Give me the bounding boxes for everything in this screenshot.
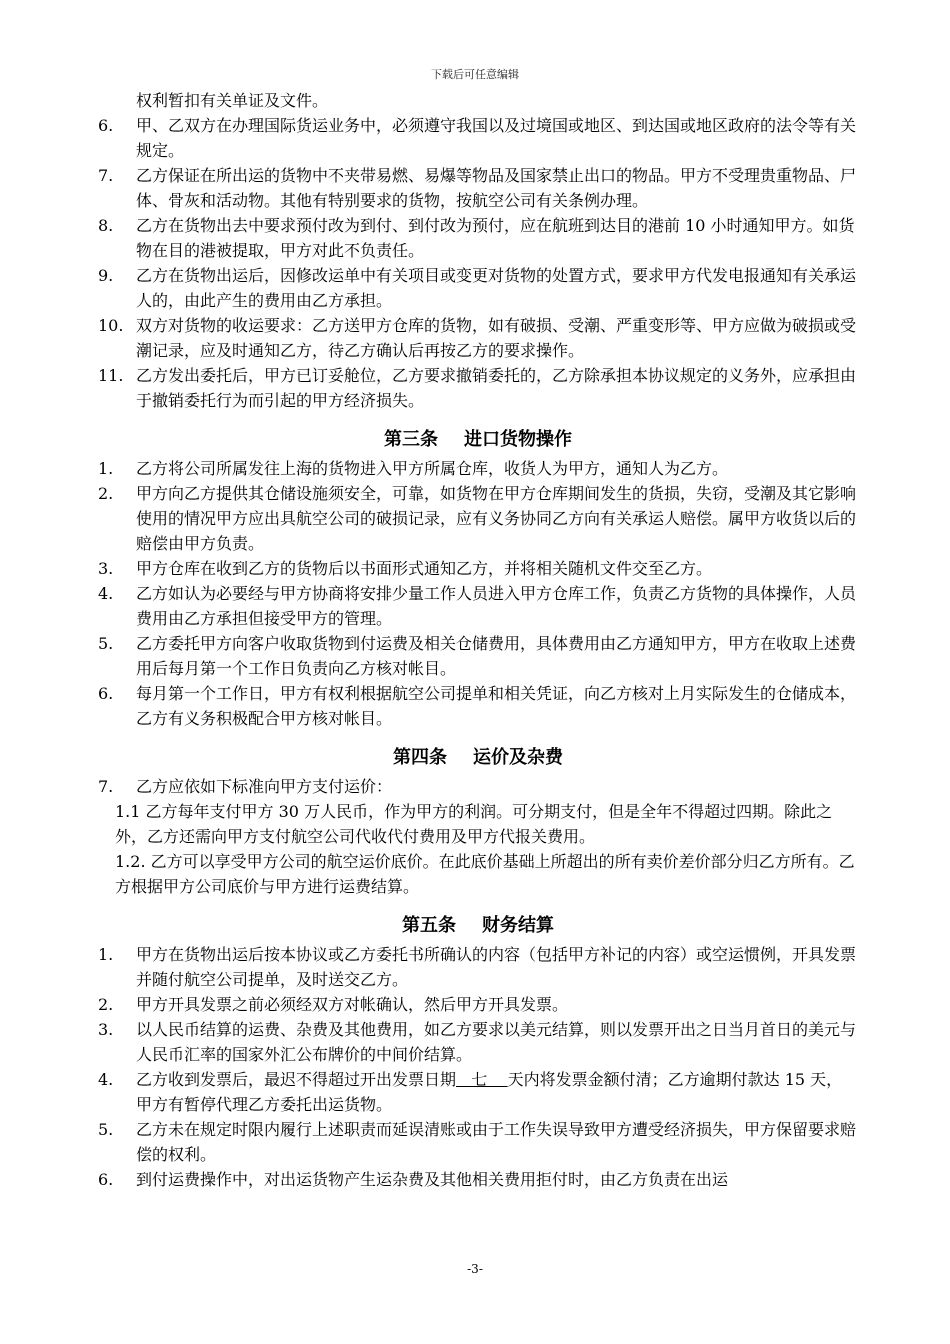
- sub-clause: 1.1 乙方每年支付甲方 30 万人民币，作为甲方的利润。可分期支付，但是全年不得超过四期。除此之外，乙方还需向甲方支付航空公司代收代付费用及甲方代报关费用。: [115, 802, 833, 846]
- list-item: [98, 213, 858, 263]
- section4-body: [98, 774, 858, 899]
- item-text: 乙方如认为必要经与甲方协商将安排少量工作人员进入甲方仓库工作，负责乙方货物的具体操作，人员费用由乙方承担但接受甲方的管理。: [136, 584, 857, 628]
- item-text: 甲、乙双方在办理国际货运业务中，必须遵守我国以及过境国或地区、到达国或地区政府的法令等有关规定。: [136, 116, 857, 160]
- page-number: -3-: [467, 1262, 483, 1276]
- list-item: [98, 1017, 858, 1067]
- item-text: 甲方开具发票之前必须经双方对帐确认，然后甲方开具发票。: [136, 995, 569, 1014]
- item-number: 6.: [98, 684, 114, 703]
- item-number: 1.: [98, 459, 114, 478]
- item-number: 7.: [98, 166, 114, 185]
- section5-list: [98, 942, 858, 1192]
- item-number: 4.: [98, 1070, 114, 1089]
- item-number: 7.: [98, 777, 114, 796]
- item-text: 以人民币结算的运费、杂费及其他费用，如乙方要求以美元结算，则以发票开出之日当月首日的美元与人民币汇率的国家外汇公布牌价的中间价结算。: [136, 1020, 857, 1064]
- item-number: 6.: [98, 116, 114, 135]
- item-number: 4.: [98, 584, 114, 603]
- sub-clause: 1.2. 乙方可以享受甲方公司的航空运价底价。在此底价基础上所超出的所有卖价差价部分归乙方所有。乙方根据甲方公司底价与甲方进行运费结算。: [115, 852, 855, 896]
- list-item: [98, 1117, 858, 1167]
- item-number: 6.: [98, 1170, 114, 1189]
- item-number: 3.: [98, 1020, 114, 1039]
- item-text: 乙方未在规定时限内履行上述职责而延误清账或由于工作失误导致甲方遭受经济损失，甲方保留要求赔偿的权利。: [136, 1120, 857, 1164]
- list-item: [98, 456, 858, 481]
- list-item: [98, 556, 858, 581]
- page-header: 下载后可任意编辑: [431, 68, 519, 81]
- item-text: 乙方将公司所属发往上海的货物进入甲方所属仓库，收货人为甲方，通知人为乙方。: [136, 459, 729, 478]
- list-item: [98, 992, 858, 1017]
- item-text: 甲方向乙方提供其仓储设施须安全，可靠，如货物在甲方仓库期间发生的货损，失窃，受潮及其它影响使用的情况甲方应出具航空公司的破损记录，应有义务协同乙方向有关承运人赔偿。属甲方收货以后的赔偿由甲方负责。: [136, 484, 857, 553]
- document-body: [98, 88, 858, 1192]
- list-item: [98, 774, 858, 799]
- item-number: 11.: [98, 366, 124, 385]
- item-text: 乙方发出委托后，甲方已订妥舱位，乙方要求撤销委托的，乙方除承担本协议规定的义务外，应承担由于撤销委托行为而引起的甲方经济损失。: [136, 366, 857, 410]
- list-item: [98, 631, 858, 681]
- list-item: [98, 113, 858, 163]
- item-text: 乙方收到发票后，最迟不得超过开出发票日期: [136, 1070, 457, 1089]
- list-item: [98, 581, 858, 631]
- item-text: 甲方在货物出运后按本协议或乙方委托书所确认的内容（包括甲方补记的内容）或空运惯例，开具发票并随付航空公司提单，及时送交乙方。: [136, 945, 857, 989]
- days-blank: 七: [456, 1070, 508, 1089]
- list-item: [98, 942, 858, 992]
- list-item: [98, 363, 858, 413]
- section-heading: 第五条 财务结算: [402, 915, 554, 936]
- list-item: [98, 1167, 858, 1192]
- item-number: 5.: [98, 634, 114, 653]
- item-number: 1.: [98, 945, 114, 964]
- list-item: [98, 481, 858, 556]
- item-number: 8.: [98, 216, 114, 235]
- item-number: 5.: [98, 1120, 114, 1139]
- item-text: 到付运费操作中，对出运货物产生运杂费及其他相关费用拒付时，由乙方负责在出运: [136, 1170, 729, 1189]
- item-number: 9.: [98, 266, 114, 285]
- section-heading: 第三条 进口货物操作: [384, 429, 572, 450]
- item-number: 3.: [98, 559, 114, 578]
- item-text: 乙方保证在所出运的货物中不夹带易燃、易爆等物品及国家禁止出口的物品。甲方不受理贵重物品、尸体、骨灰和活动物。其他有特别要求的货物，按航空公司有关条例办理。: [136, 166, 857, 210]
- item-number: 2.: [98, 484, 114, 503]
- list-item: [98, 163, 858, 213]
- section3-list: [98, 456, 858, 731]
- list-item: [98, 1067, 858, 1117]
- item-text: 双方对货物的收运要求：乙方送甲方仓库的货物，如有破损、受潮、严重变形等、甲方应做为破损或受潮记录，应及时通知乙方，待乙方确认后再按乙方的要求操作。: [136, 316, 857, 360]
- list-item: [98, 263, 858, 313]
- item-text: 乙方委托甲方向客户收取货物到付运费及相关仓储费用，具体费用由乙方通知甲方，甲方在收取上述费用后每月第一个工作日负责向乙方核对帐目。: [136, 634, 857, 678]
- item-text: 乙方应依如下标准向甲方支付运价：: [136, 777, 393, 796]
- list-item: [98, 313, 858, 363]
- item-text: 每月第一个工作日，甲方有权利根据航空公司提单和相关凭证，向乙方核对上月实际发生的仓储成本，乙方有义务积极配合甲方核对帐目。: [136, 684, 857, 728]
- item-text: 乙方在货物出去中要求预付改为到付、到付改为预付，应在航班到达目的港前 10 小时通知甲方。如货物在目的港被提取，甲方对此不负责任。: [136, 216, 855, 260]
- item-number: 10.: [98, 316, 124, 335]
- item-text: 乙方在货物出运后，因修改运单中有关项目或变更对货物的处置方式，要求甲方代发电报通知有关承运人的，由此产生的费用由乙方承担。: [136, 266, 857, 310]
- item-text: 甲方仓库在收到乙方的货物后以书面形式通知乙方，并将相关随机文件交至乙方。: [136, 559, 713, 578]
- list-item: [98, 681, 858, 731]
- section-heading: 第四条 运价及杂费: [393, 747, 563, 768]
- item-number: 2.: [98, 995, 114, 1014]
- item-text: 天内将发票金额付清；乙方逾期付款达 15 天，甲方有暂停代理乙方委托出运货物。: [136, 1070, 843, 1114]
- continued-line: 权利暂扣有关单证及文件。: [136, 91, 329, 110]
- section2-list: [98, 113, 858, 413]
